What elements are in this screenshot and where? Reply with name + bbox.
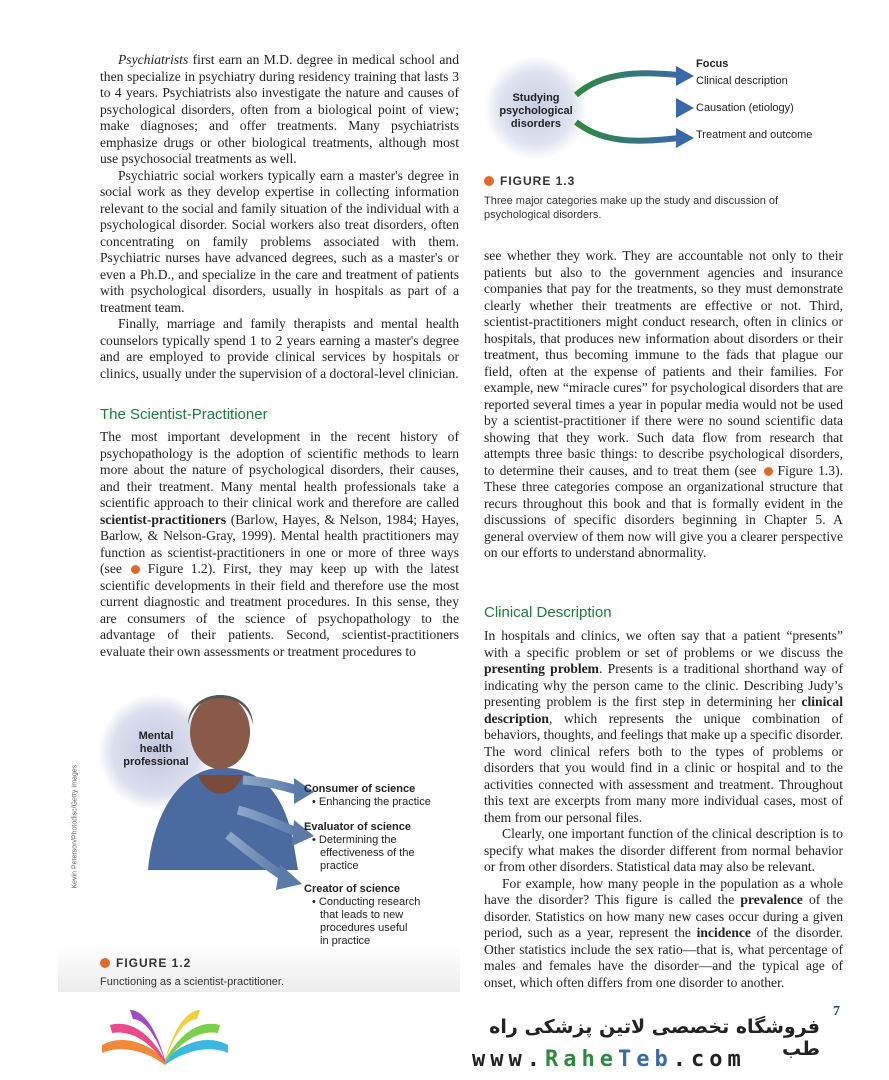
figure-1-2-caption: Functioning as a scientist-practitioner. [100,976,285,988]
paragraph-prevalence: For example, how many people in the population as a whole have the disorder? This figure is called the prevalence of the disorder. Statistics on how many new cases occur during a given period, such as a year, represent the incidence of the disorder. Other statistics include the sex ratio—that is, what percentage of males and females have the disorder—and the typical age of onset, which often differs from one disorder to another. [484,875,844,990]
figure-1-3 [484,50,844,230]
figure-dot [100,958,110,968]
heading-scientist-practitioner: The Scientist-Practitioner [100,406,268,423]
left-column [100,52,459,382]
role-creator [304,883,420,948]
arrow-clinical [576,73,679,95]
role-line: • Enhancing the practice [312,796,431,808]
role-evaluator [304,821,415,873]
book-logo [100,1005,230,1065]
focus-item-clinical: Clinical description [696,75,788,87]
paragraph-continuation: see whether they work. They are accountable not only to their patients but also to the government agencies and insurance companies that pay for the treatments, so they must demonstrate clearly whether their treatments are effective or not. Third, scientist-practitioners might conduct research, often in clinics or hospitals, that produces new information about disorders or their treatment, thus becoming immune to the fads that plague our field, often at the expense of patients and their families. For example, new “miracle cures” for psychological disorders that are reported several times a year in popular media would not be used by a scientist-practitioner if there were no sound scientific data showing that they work. Such data flow from research that attempts three basic things: to describe psychological disorders, to determine their causes, and to treat them (see Figure 1.3). These three categories compose an organizational structure that recurs throughout this book and that is formally evident in the discussions of specific disorders beginning in Chapter 5. A general overview of them now will give you a clearer perspective on our efforts to understand abnormality. [484,248,843,560]
photo-credit: Kevin Peterson/Photodisc/Getty Images [71,764,79,889]
bubble-label [114,730,198,769]
focus-item-causation: Causation (etiology) [696,102,794,114]
figure-1-2 [58,670,460,992]
left-column-section [100,429,459,660]
arrowhead-treatment [676,128,694,148]
arrowhead-causation [676,98,694,118]
paragraph-presenting-problem: In hospitals and clinics, we often say that a patient “presents” with a specific problem or set of problems or we discuss the presenting problem. Presents is a traditional shorthand way of indicating why the person came to the clinic. Describing Judy’s presenting problem is the first step in determining her clinical description, which represents the unique combination of behaviors, thoughts, and feelings that make up a specific disorder. The word clinical refers both to the types of problems or disorders that you would find in a clinic or hospital and to the activities connected with assessment and treatment. Throughout this text are excerpts from many more individual cases, most of them from our personal files. [484,628,843,825]
figure-1-2-label: FIGURE 1.2 [100,956,191,970]
paragraph-psychiatrists: Psychiatrists first earn an M.D. degree in medical school and then specialize in psychiatry during residency training that lasts 3 to 4 years. Psychiatrists also investigate the nature and causes of psychological disorders, often from a biological point of view; make diagnoses; and offer treatments. Many psychiatrists emphasize drugs or other biological treatments, although most use psychosocial treatments as well. [100,52,459,166]
paragraph-scientist-practitioner: The most important development in the recent history of psychopathology is the adoption of scientific methods to learn more about the nature of psychological disorders, their causes, and their treatment. Many mental health professionals take a scientific approach to their clinical work and therefore are called scientist-practitioners (Barlow, Hayes, & Nelson, 1984; Hayes, Barlow, & Nelson-Gray, 1999). Mental health practitioners may function as scientist-practitioners in one or more of three ways (see Figure 1.2). First, they may keep up with the latest scientific developments in their field and therefore use the most current diagnostic and treatment procedures. In this sense, they are consumers of the science of psychopathology to the advantage of their patients. Second, scientist-practitioners evaluate their own assessments or treatment procedures to [100,429,459,659]
paragraph-social-workers: Psychiatric social workers typically earn a master's degree in social work as they develop expertise in collecting information relevant to the social and family situation of the individual with a psychological disorder. Social workers also treat disorders, often concentrating on family problems associated with them. Psychiatric nurses have advanced degrees, such as a master's or even a Ph.D., and specialize in the care and treatment of patients with psychological disorders, usually in hospitals as part of a treatment team. [100,167,459,315]
arrowhead-clinical [676,66,694,86]
role-consumer [304,783,431,809]
role-title: Consumer of science [304,783,416,795]
paragraph-family-therapists: Finally, marriage and family therapists and mental health counselors typically spend 1 to 2 years earning a master's degree and are employed to provide clinical services by hospitals or clinics, usually under the supervision of a doctoral-level clinician. [100,316,459,381]
person-face [190,695,250,769]
watermark-url: www.RaheTeb.com [472,1047,746,1072]
figure-ref-dot [131,565,140,574]
studying-label [486,92,586,131]
studying-line: psychological [499,105,573,117]
right-column [484,248,843,562]
role-title: Creator of science [304,883,400,895]
figure-dot [484,176,494,186]
logo-page [102,1040,165,1065]
role-line: • Conducting research [312,896,421,908]
studying-line: disorders [510,118,562,130]
studying-line: Studying [512,92,560,104]
right-column-section [484,628,843,991]
bubble-line: health [139,743,173,755]
role-line: practice [320,860,359,872]
bubble-line: professional [123,756,189,768]
arrow-treatment [576,122,679,141]
paragraph-clinical-function: Clearly, one important function of the clinical description is to specify what makes the disorder different from normal behavior or from other disorders. Statistical data may also be relevant. [484,826,843,874]
heading-clinical-description: Clinical Description [484,604,612,621]
figure-ref-dot [764,467,773,476]
logo-page [165,1040,228,1065]
role-line: procedures useful [320,922,408,934]
role-line: that leads to new [320,909,404,921]
focus-title: Focus [696,58,729,70]
role-title: Evaluator of science [304,821,411,833]
figure-1-3-label: FIGURE 1.3 [484,174,575,188]
page-number: 7 [833,1004,840,1019]
role-line: • Determining the [312,834,397,846]
focus-item-treatment: Treatment and outcome [696,129,813,141]
role-line: in practice [320,935,371,947]
role-line: effectiveness of the [320,847,415,859]
bubble-line: Mental [138,730,174,742]
watermark-arabic: فروشگاه تخصصی لاتین پزشکی راه طب [489,1016,820,1060]
figure-1-3-caption: Three major categories make up the study and discussion of psychological disorders. [484,195,779,221]
